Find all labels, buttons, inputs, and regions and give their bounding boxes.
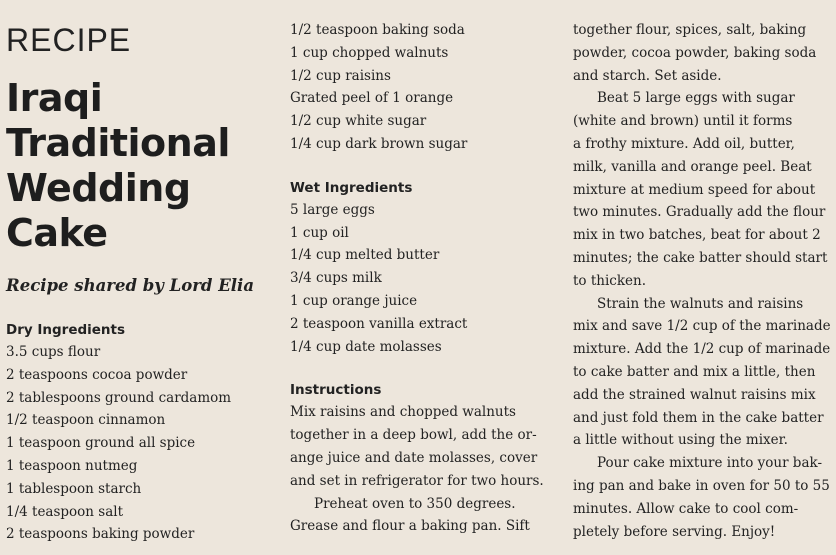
ingredient-item: 5 large eggs xyxy=(290,201,375,218)
instructions-text-col2 xyxy=(290,401,550,538)
text-line: ange juice and date molasses, cover xyxy=(290,449,538,466)
text-line: together flour, spices, salt, baking xyxy=(573,22,807,38)
wet-ingredients-list xyxy=(290,199,550,359)
ingredient-item: 2 tablespoons ground cardamom xyxy=(6,389,232,406)
text-line: Grease and flour a baking pan. Sift xyxy=(290,518,530,535)
ingredient-item: 1 cup orange juice xyxy=(290,292,418,309)
text-line: milk, vanilla and orange peel. Beat xyxy=(573,158,812,175)
text-line: (white and brown) until it forms xyxy=(573,113,793,130)
ingredient-item: 2 teaspoons cocoa powder xyxy=(6,366,188,383)
wet-ingredients-heading: Wet Ingredients xyxy=(290,179,413,196)
kicker: RECIPE xyxy=(6,22,132,58)
text-line: together in a deep bowl, add the or- xyxy=(290,427,537,444)
instruction-paragraph xyxy=(573,19,833,87)
ingredient-item: 1/2 teaspoon cinnamon xyxy=(6,412,166,429)
text-line: Pour cake mixture into your bak- xyxy=(597,455,823,472)
ingredient-item: 3/4 cups milk xyxy=(290,270,382,287)
dry-ingredients-heading: Dry Ingredients xyxy=(6,322,126,338)
ingredient-item: 1/4 cup melted butter xyxy=(290,247,440,264)
instruction-paragraph xyxy=(290,493,550,539)
title-line: Traditional xyxy=(6,121,230,165)
instruction-paragraph xyxy=(573,452,833,543)
text-line: and just fold them in the cake batter xyxy=(573,409,824,426)
text-line: to thicken. xyxy=(573,272,646,289)
instruction-paragraph xyxy=(573,87,833,292)
ingredient-item: 1/4 teaspoon salt xyxy=(6,503,124,520)
ingredient-item: 3.5 cups flour xyxy=(6,344,101,360)
text-line: mixture at medium speed for about xyxy=(573,181,816,198)
ingredient-item: 1 cup chopped walnuts xyxy=(290,44,449,61)
text-line: a little without using the mixer. xyxy=(573,432,788,449)
dry-ingredients-section xyxy=(6,319,231,546)
text-line: pletely before serving. Enjoy! xyxy=(573,523,776,540)
title-line: Wedding xyxy=(6,166,191,210)
text-line: ing pan and bake in oven for 50 to 55 xyxy=(573,477,830,494)
text-line: mix in two batches, beat for about 2 xyxy=(573,227,821,244)
text-line: Mix raisins and chopped walnuts xyxy=(290,404,516,421)
dry-ingredients-continued-list xyxy=(290,19,550,156)
ingredient-item: Grated peel of 1 orange xyxy=(290,90,454,107)
text-line: Beat 5 large eggs with sugar xyxy=(597,90,795,107)
text-line: mix and save 1/2 cup of the marinade xyxy=(573,318,831,335)
dry-ingredients-list xyxy=(6,341,231,546)
text-line: add the strained walnut raisins mix xyxy=(573,386,816,403)
ingredient-item: 1 teaspoon nutmeg xyxy=(6,457,138,474)
text-line: and set in refrigerator for two hours. xyxy=(290,472,544,489)
title-line: Cake xyxy=(6,211,108,255)
recipe-title xyxy=(6,76,230,256)
text-line: and starch. Set aside. xyxy=(573,67,722,84)
text-line: Preheat oven to 350 degrees. xyxy=(314,495,516,512)
text-line: mixture. Add the 1/2 cup of marinade xyxy=(573,341,831,358)
ingredient-item: 1/2 teaspoon baking soda xyxy=(290,22,465,38)
text-line: a frothy mixture. Add oil, butter, xyxy=(573,135,795,152)
instruction-paragraph xyxy=(290,401,550,492)
text-line: to cake batter and mix a little, then xyxy=(573,363,816,380)
ingredient-item: 1/4 cup dark brown sugar xyxy=(290,135,468,152)
column-two xyxy=(290,19,550,538)
text-line: Strain the walnuts and raisins xyxy=(597,295,804,312)
ingredient-item: 1/2 cup raisins xyxy=(290,67,391,84)
text-line: minutes; the cake batter should start xyxy=(573,249,828,266)
title-line: Iraqi xyxy=(6,76,103,120)
text-line: minutes. Allow cake to cool com- xyxy=(573,500,799,517)
instructions-heading: Instructions xyxy=(290,382,382,399)
instruction-paragraph xyxy=(573,293,833,453)
ingredient-item: 1 teaspoon ground all spice xyxy=(6,435,196,452)
text-line: powder, cocoa powder, baking soda xyxy=(573,44,817,61)
ingredient-item: 1/4 cup date molasses xyxy=(290,338,442,355)
ingredient-item: 1 tablespoon starch xyxy=(6,480,142,497)
ingredient-item: 2 teaspoons baking powder xyxy=(6,526,195,543)
column-three xyxy=(573,19,833,543)
ingredient-item: 1/2 cup white sugar xyxy=(290,113,427,130)
byline: Recipe shared by Lord Elia xyxy=(6,276,255,295)
ingredient-item: 1 cup oil xyxy=(290,224,349,241)
ingredient-item: 2 teaspoon vanilla extract xyxy=(290,315,468,332)
text-line: two minutes. Gradually add the flour xyxy=(573,204,826,221)
